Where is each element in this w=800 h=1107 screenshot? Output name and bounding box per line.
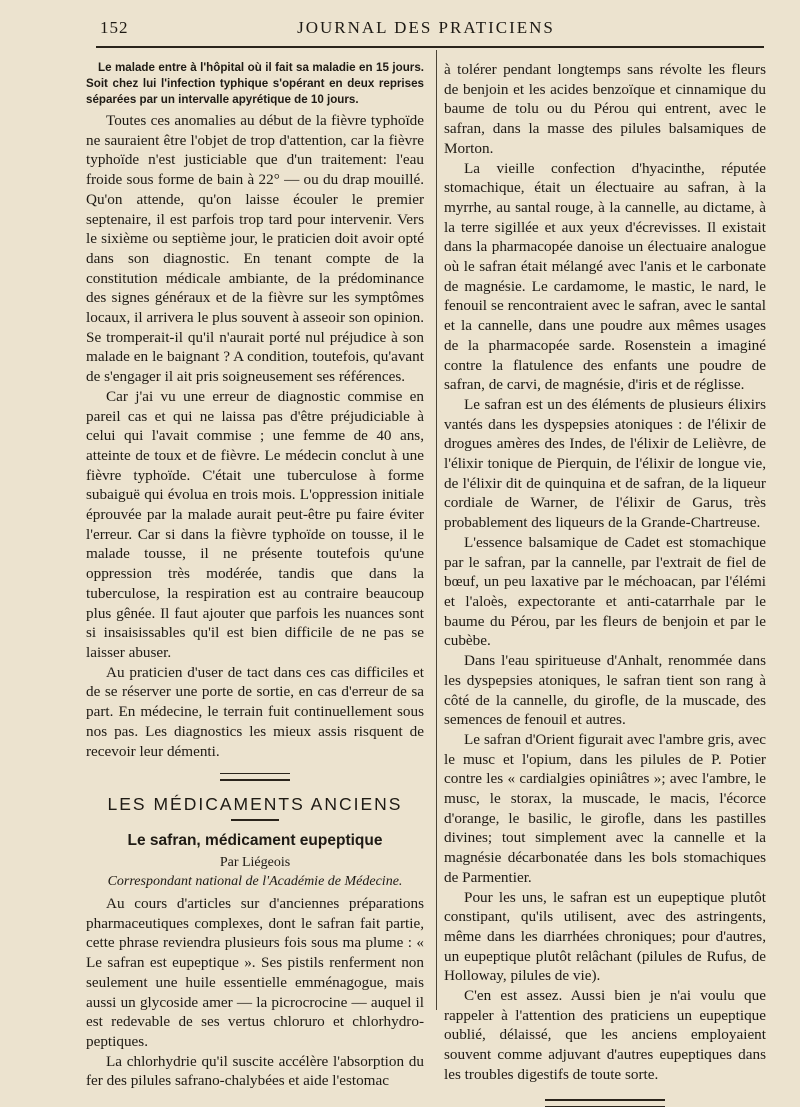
paragraph: Dans l'eau spiritueuse d'Anhalt, renommée dans les dyspepsies atoniques, le safran tient son rang à côté de la cannelle, du girofle, de la muscade, des semences de fenouil et autres.: [444, 652, 766, 729]
column-separator: [436, 50, 437, 1010]
paragraph: Car j'ai vu une erreur de diagnostic commise en pareil cas et qui ne laissa pas d'être préjudiciable à celui qui l'avait commise ; une femme de 40 ans, atteinte de toux et de fièvre. Le médecin conclut à une fièvre typhoïde. C'était une tuberculose à forme subaiguë qui évolua en trois mois. L'oppression initiale éprouvée par la malade aurait peut-être pu faire éviter l'erreur. Car si dans la fièvre typhoïde on tousse, il le malade tousse, il ne présente toutefois qu'une oppression très modérée, tandis que dans la tuberculose, la respiration est au contraire beaucoup plus gênée. Il faut ajouter que parfois les nuances sont si insaisissables qu'il est bien difficile de ne pas se laisser abuser.: [86, 387, 424, 661]
paragraph: Le safran est un des éléments de plusieurs élixirs vantés dans les dyspepsies atoniques : de l'élixir de drogues amères des Indes, de l'élixir de Lelièvre, de l'élixir tonique de Pierquin, de l'élixir de longue vie, de l'élixir dit de quinquina et de safran, de la liqueur cordiale de Warner, de l'élixir de Garus, très probablement des liqueurs de la Grande-Chartreuse.: [444, 395, 766, 532]
left-column: [86, 60, 424, 1091]
paragraph: à tolérer pendant longtemps sans révolte les fleurs de benjoin et les acides benzoïque et cinnamique du baume de tolu ou du Pérou qui entrent, avec le safran, dans la masse des pilules balsamiques de Morton.: [444, 61, 766, 157]
paragraph: La chlorhydrie qu'il suscite accélère l'absorption du fer des pilules safrano-chalybées et aide l'estomac: [86, 1052, 424, 1090]
paragraph: Pour les uns, le safran est un eupeptique plutôt constipant, qu'ils utilisent, avec des astringents, même dans les diarrhées chroniques; pour d'autres, un eupeptique plutôt relâchant (pilules de Rufus, de Holloway, pilules de vie).: [444, 888, 766, 985]
page-header: [86, 18, 766, 44]
case-note: Le malade entre à l'hôpital où il fait sa maladie en 15 jours. Soit chez lui l'infection typhique s'opérant en deux reprises séparées par un intervalle apyrétique de 10 jours.: [86, 61, 424, 106]
end-ornament: [545, 1099, 665, 1107]
author-affiliation: Correspondant national de l'Académie de Médecine.: [107, 874, 403, 890]
header-rule: [96, 46, 764, 48]
paragraph: Le safran d'Orient figurait avec l'ambre gris, avec le musc et l'opium, dans les pilules de P. Potier contre les « cardialgies opiniâtres »; avec l'ambre, le musc, le storax, la muscade, le macis, l'écorce d'orange, le basilic, le girofle, dans les pastilles divines; tout simplement avec la cannelle et la magnésie décarbonatée dans les bols stomachiques de Parmentier.: [444, 730, 766, 886]
paragraph: La vieille confection d'hyacinthe, réputée stomachique, était un électuaire au safran, à la myrrhe, au santal rouge, à la cannelle, au dictame, à la terre sigillée et aux yeux d'écrevisses. Il existait dans la pharmacopée danoise un électuaire analogue où le safran était mélangé avec l'anis et le carbonate de magnésie. Le cardamome, le mastic, le nard, le fenouil se rencontraient avec le safran, avec le santal et la cannelle, dans une poudre aux mêmes usages de la pharmacopée sarde. Rosenstein a imaginé contre la flatulence des enfants une poudre de safran, de carvi, de magnésie, d'iris et de réglisse.: [444, 159, 766, 394]
right-column: [444, 60, 766, 1107]
page-number: 152: [100, 18, 129, 37]
article-title: Le safran, médicament eupeptique: [127, 831, 383, 849]
paragraph: L'essence balsamique de Cadet est stomachique par le safran, par la cannelle, par l'extrait de fiel de bœuf, un peu laxative par le méchoacan, par l'élémi et l'aloès, expectorante et anti-catarrhale par le baume du Pérou, par les fleurs de benjoin et par le cubèbe.: [444, 533, 766, 650]
paragraph: C'en est assez. Aussi bien je n'ai voulu que rappeler à l'attention des praticiens un eupeptique oublié, délaissé, que les anciens employaient souvent comme adjuvant d'autres eupeptiques dans les troubles digestifs de toute sorte.: [444, 987, 766, 1083]
title-rule: [231, 819, 279, 821]
paragraph: Au praticien d'user de tact dans ces cas difficiles et de se réserver une porte de sortie, en cas d'erreur de sa part. En médecine, le terrain fuit continuellement sous nos pas. Les diagnostics les mieux assis risquent de recevoir leur démenti.: [86, 663, 424, 760]
article-author: Par Liégeois: [219, 854, 291, 870]
paragraph: Au cours d'articles sur d'anciennes préparations pharmaceutiques complexes, dont le safran fait partie, cette phrase reviendra plusieurs fois sous ma plume : « Le safran est eupeptique ». Ses pistils renferment non seulement une huile essentielle emménagogue, mais aussi un glycoside amer — la picrocrocine — auquel il est redevable de ses vertus chloruro et chlorhydro-peptiques.: [86, 895, 424, 1050]
paragraph: Toutes ces anomalies au début de la fièvre typhoïde ne sauraient être l'objet de trop d'attention, car la fièvre typhoïde n'est justiciable que d'un traitement: l'eau froide sous forme de bain à 22° — ou du drap mouillé. Qu'on attende, qu'on laisse écouler le premier septenaire, il est parfois trop tard pour intervenir. Vers le sixième ou septième jour, le praticien doit avoir opté dans son diagnostic. En tenant compte de la constitution médicale ambiante, de la prédominance des signes généraux et de la fièvre sur les symptômes locaux, il arrivera le plus souvent à asseoir son opinion. Se tromperait-il qu'il n'aurait porté nul préjudice à son malade en le baignant ? A condition, toutefois, qu'avant de s'engager il ait pris soigneusement ses références.: [86, 112, 424, 386]
section-title: LES MÉDICAMENTS ANCIENS: [107, 794, 403, 815]
section-ornament: [220, 773, 290, 781]
journal-title: JOURNAL DES PRATICIENS: [297, 18, 555, 37]
